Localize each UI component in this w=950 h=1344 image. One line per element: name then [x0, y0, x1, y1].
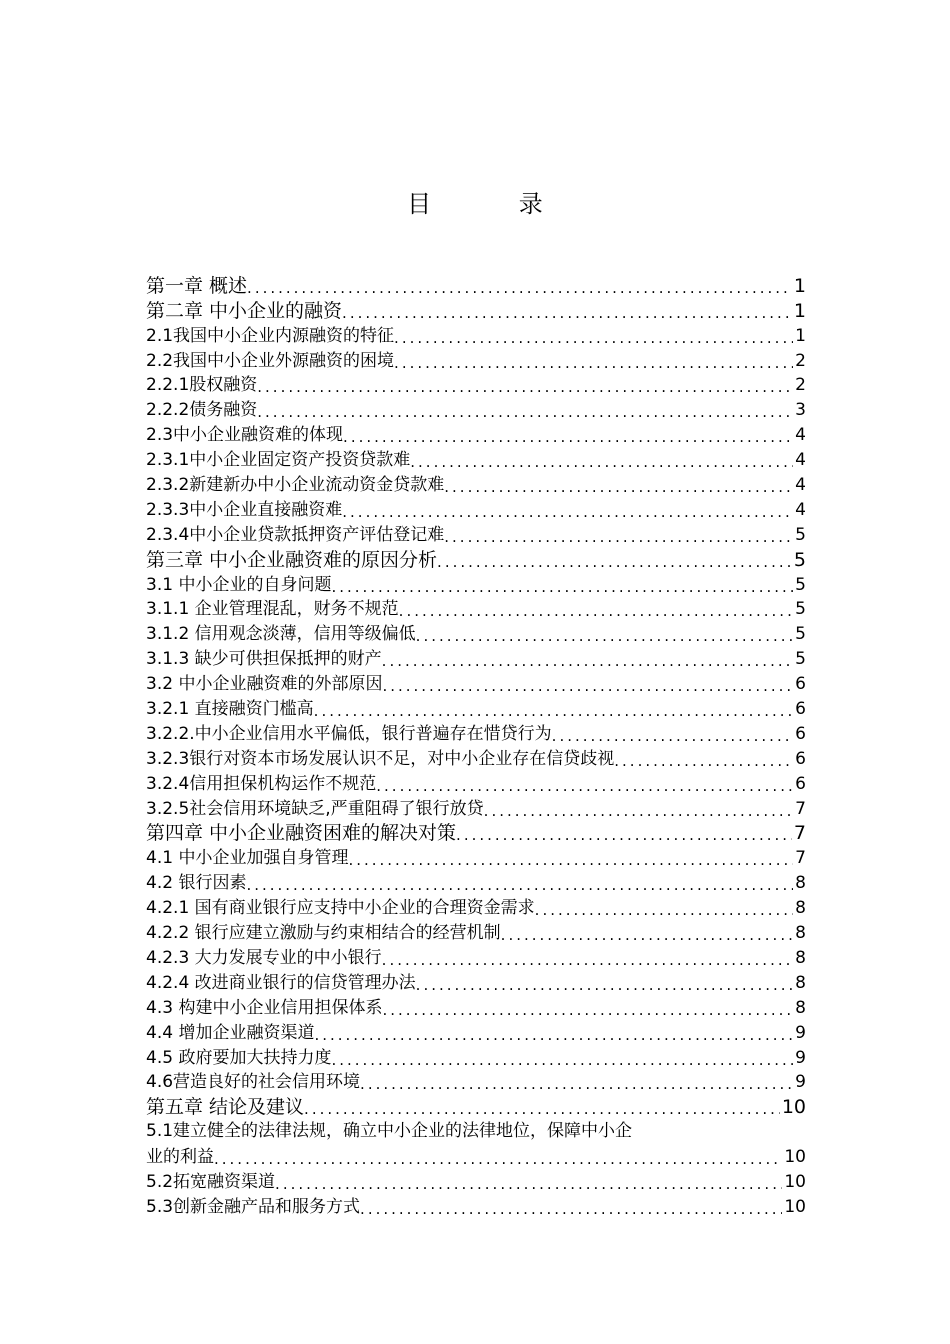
toc-entry-title: 4.2.2 银行应建立激励与约束相结合的经营机制 [146, 923, 501, 944]
toc-entry[interactable] [146, 472, 806, 497]
page-title: 目 录 [407, 190, 583, 218]
dot-leader [614, 751, 793, 771]
toc-page-number: 6 [795, 748, 806, 769]
toc-entry-title: 4.1 中小企业加强自身管理 [146, 848, 349, 869]
toc-entry[interactable] [146, 895, 806, 920]
toc-entry-title: 3.2 中小企业融资难的外部原因 [146, 674, 383, 695]
toc-entry-title: 2.3中小企业融资难的体现 [146, 425, 344, 446]
dot-leader [416, 975, 794, 995]
toc-entry-title: 2.2.2债务融资 [146, 400, 258, 421]
table-of-contents [146, 273, 806, 1219]
toc-page-number: 2 [795, 375, 806, 396]
toc-entry[interactable] [146, 597, 806, 622]
dot-leader [331, 1050, 793, 1070]
toc-page-number: 8 [795, 972, 806, 993]
dot-leader [247, 278, 792, 298]
toc-chapter-entry[interactable] [146, 1094, 806, 1119]
toc-page-number: 10 [784, 1147, 806, 1168]
toc-entry[interactable] [146, 1119, 806, 1144]
toc-page-number: 8 [795, 997, 806, 1018]
dot-leader [382, 1000, 793, 1020]
toc-entry[interactable] [146, 870, 806, 895]
toc-entry-title: 4.2.3 大力发展专业的中小银行 [146, 947, 382, 968]
toc-entry[interactable] [146, 422, 806, 447]
toc-page-number: 3 [795, 400, 806, 421]
toc-page-number: 9 [795, 1022, 806, 1043]
toc-entry[interactable] [146, 373, 806, 398]
toc-entry-title: 3.2.5社会信用环境缺乏,严重阻碍了银行放贷 [146, 798, 484, 819]
toc-entry-title: 3.2.3银行对资本市场发展认识不足，对中小企业存在信贷歧视 [146, 748, 615, 769]
dot-leader [257, 377, 793, 397]
toc-entry[interactable] [146, 671, 806, 696]
toc-page-number: 10 [781, 1096, 806, 1119]
toc-entry[interactable] [146, 1045, 806, 1070]
toc-chapter-entry[interactable] [146, 298, 806, 323]
toc-page-number: 9 [795, 1072, 806, 1093]
dot-leader [304, 1099, 780, 1119]
toc-page-number: 7 [795, 848, 806, 869]
dot-leader [342, 502, 793, 522]
dot-leader [501, 925, 794, 945]
toc-page-number: 5 [795, 624, 806, 645]
dot-leader [342, 303, 792, 323]
dot-leader [314, 1025, 793, 1045]
toc-entry-title: 3.1.3 缺少可供担保抵押的财产 [146, 649, 382, 670]
toc-entry[interactable] [146, 920, 806, 945]
toc-page-number: 5 [795, 599, 806, 620]
dot-leader [456, 825, 792, 845]
dot-leader [382, 651, 794, 671]
toc-entry[interactable] [146, 845, 806, 870]
toc-entry-title: 4.4 增加企业融资渠道 [146, 1022, 315, 1043]
toc-page-number: 7 [793, 822, 806, 845]
toc-entry-title: 业的利益 [146, 1147, 214, 1168]
toc-entry[interactable] [146, 945, 806, 970]
dot-leader [394, 328, 793, 348]
toc-page-number: 10 [784, 1196, 806, 1217]
toc-page-number: 8 [795, 947, 806, 968]
dot-leader [484, 801, 794, 821]
dot-leader [360, 1074, 793, 1094]
toc-page-number: 5 [795, 524, 806, 545]
toc-entry[interactable] [146, 323, 806, 348]
toc-entry-title: 4.2.1 国有商业银行应支持中小企业的合理资金需求 [146, 898, 535, 919]
toc-entry[interactable] [146, 771, 806, 796]
toc-page-number: 4 [795, 475, 806, 496]
dot-leader [437, 552, 792, 572]
dot-leader [416, 626, 794, 646]
toc-entry[interactable] [146, 1070, 806, 1095]
toc-page-number: 8 [795, 873, 806, 894]
toc-entry[interactable] [146, 621, 806, 646]
toc-page-number: 6 [795, 674, 806, 695]
toc-page-number: 9 [795, 1047, 806, 1068]
dot-leader [343, 427, 793, 447]
toc-page-number: 6 [795, 699, 806, 720]
toc-entry[interactable] [146, 397, 806, 422]
toc-page-number: 6 [795, 723, 806, 744]
toc-entry-title: 3.2.2.中小企业信用水平偏低，银行普遍存在惜贷行为 [146, 723, 552, 744]
dot-leader [314, 701, 794, 721]
toc-entry-title: 3.1.1 企业管理混乱，财务不规范 [146, 599, 399, 620]
toc-page-number: 1 [793, 299, 806, 322]
toc-entry-title: 2.3.1中小企业固定资产投资贷款难 [146, 450, 411, 471]
toc-page-number: 4 [795, 450, 806, 471]
toc-entry[interactable] [146, 721, 806, 746]
dot-leader [410, 452, 793, 472]
dot-leader [246, 875, 793, 895]
toc-entry[interactable] [146, 1194, 806, 1219]
toc-entry-title: 4.6营造良好的社会信用环境 [146, 1072, 361, 1093]
toc-entry-title: 2.3.3中小企业直接融资难 [146, 499, 343, 520]
toc-entry[interactable] [146, 970, 806, 995]
toc-entry-title: 2.3.4中小企业贷款抵押资产评估登记难 [146, 524, 445, 545]
toc-chapter-entry[interactable] [146, 547, 806, 572]
toc-page-number: 4 [795, 499, 806, 520]
toc-page-number: 6 [795, 773, 806, 794]
toc-page-number: 8 [795, 923, 806, 944]
toc-entry-title: 2.3.2新建新办中小企业流动资金贷款难 [146, 475, 445, 496]
toc-entry-title: 2.2我国中小企业外源融资的困境 [146, 350, 395, 371]
toc-entry-title: 4.5 政府要加大扶持力度 [146, 1047, 332, 1068]
dot-leader [214, 1149, 782, 1169]
toc-entry-title: 3.1.2 信用观念淡薄，信用等级偏低 [146, 624, 416, 645]
toc-entry-title: 5.1建立健全的法律法规，确立中小企业的法律地位，保障中小企 [146, 1121, 633, 1142]
toc-chapter-entry[interactable] [146, 821, 806, 846]
dot-leader [399, 601, 794, 621]
dot-leader [257, 402, 793, 422]
toc-entry[interactable] [146, 746, 806, 771]
dot-leader [348, 850, 793, 870]
dot-leader [552, 726, 794, 746]
dot-leader [444, 527, 793, 547]
toc-page-number: 7 [795, 798, 806, 819]
toc-page-number: 2 [795, 350, 806, 371]
toc-entry[interactable] [146, 497, 806, 522]
toc-entry-title: 第二章 中小企业的融资 [146, 299, 343, 322]
dot-leader [535, 900, 794, 920]
toc-page-number: 1 [795, 325, 806, 346]
toc-entry-title: 第五章 结论及建议 [146, 1096, 305, 1119]
toc-page-number: 8 [795, 898, 806, 919]
dot-leader [394, 353, 793, 373]
toc-page-number: 10 [784, 1171, 806, 1192]
toc-entry-title: 2.1我国中小企业内源融资的特征 [146, 325, 395, 346]
toc-entry[interactable] [146, 696, 806, 721]
dot-leader [444, 477, 793, 497]
toc-page-number: 1 [793, 274, 806, 297]
toc-entry-title: 3.2.1 直接融资门槛高 [146, 699, 314, 720]
toc-entry-title: 第四章 中小企业融资困难的解决对策 [146, 822, 457, 845]
toc-entry-title: 2.2.1股权融资 [146, 375, 258, 396]
toc-page-number: 5 [793, 548, 806, 571]
toc-entry-title: 5.3创新金融产品和服务方式 [146, 1196, 361, 1217]
toc-entry-title: 4.2.4 改进商业银行的信贷管理办法 [146, 972, 416, 993]
toc-entry-title: 4.3 构建中小企业信用担保体系 [146, 997, 383, 1018]
toc-page-number: 5 [795, 574, 806, 595]
dot-leader [382, 950, 794, 970]
toc-entry[interactable] [146, 796, 806, 821]
dot-leader [382, 676, 793, 696]
toc-chapter-entry[interactable] [146, 273, 806, 298]
dot-leader [376, 776, 793, 796]
toc-entry-title: 3.2.4信用担保机构运作不规范 [146, 773, 377, 794]
toc-page-number: 5 [795, 649, 806, 670]
toc-entry-title: 4.2 银行因素 [146, 873, 247, 894]
toc-entry[interactable] [146, 572, 806, 597]
toc-entry[interactable] [146, 1020, 806, 1045]
toc-entry[interactable] [146, 1169, 806, 1194]
toc-entry[interactable] [146, 995, 806, 1020]
toc-entry-title: 3.1 中小企业的自身问题 [146, 574, 332, 595]
toc-entry-title: 5.2拓宽融资渠道 [146, 1171, 276, 1192]
toc-entry-title: 第三章 中小企业融资难的原因分析 [146, 548, 438, 571]
toc-entry[interactable] [146, 447, 806, 472]
dot-leader [360, 1199, 782, 1219]
toc-entry-title: 第一章 概述 [146, 274, 248, 297]
dot-leader [331, 577, 793, 597]
toc-entry[interactable] [146, 348, 806, 373]
dot-leader [275, 1174, 782, 1194]
toc-entry[interactable] [146, 1144, 806, 1169]
toc-entry[interactable] [146, 522, 806, 547]
toc-page-number: 4 [795, 425, 806, 446]
toc-entry[interactable] [146, 646, 806, 671]
